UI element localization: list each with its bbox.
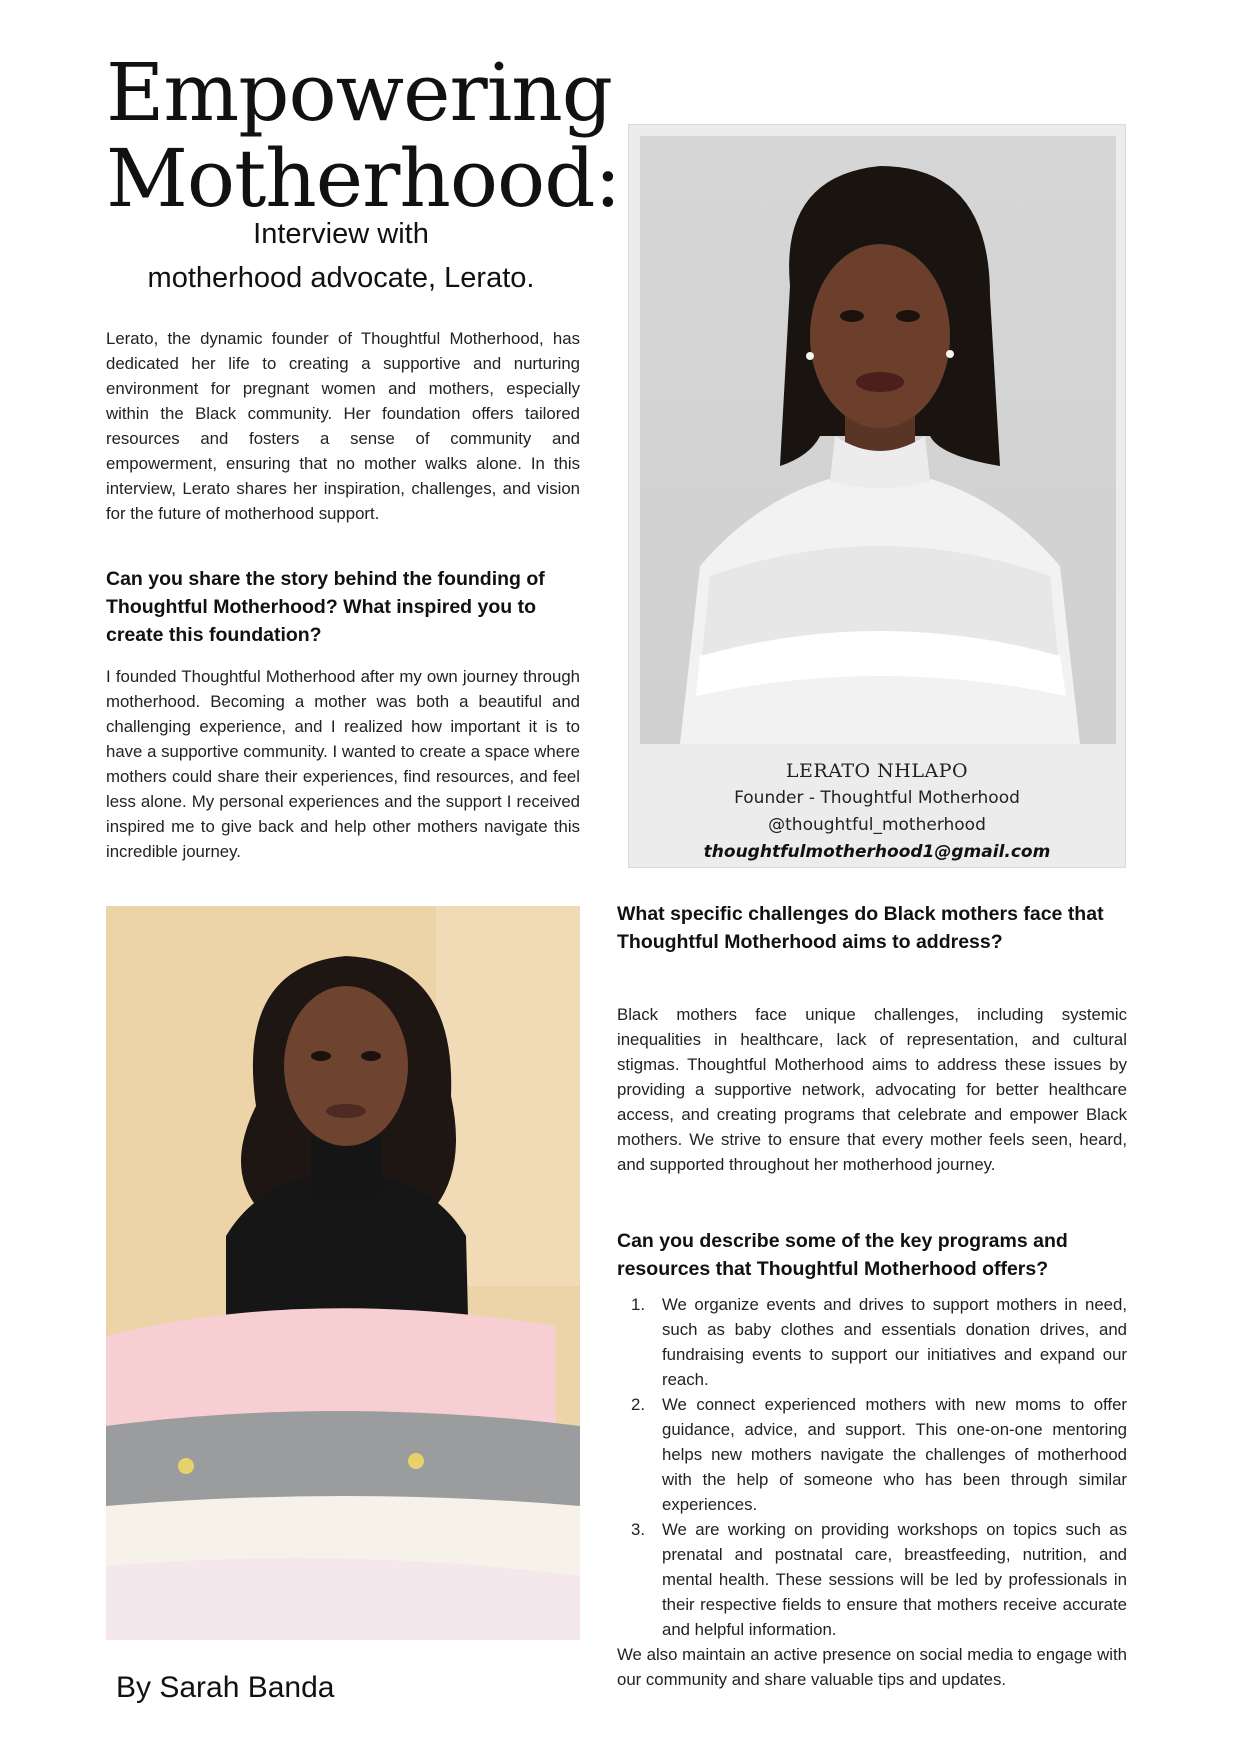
subtitle-line-1: Interview with [253, 218, 429, 250]
question-founding: Can you share the story behind the founding of Thoughtful Motherhood? What inspired you to create this foundation? [106, 568, 545, 646]
profile-role: Founder - Thoughtful Motherhood [734, 788, 1020, 808]
profile-card [628, 124, 1126, 868]
question-challenges: What specific challenges do Black mothers face that Thoughtful Motherhood aims to address? [617, 903, 1104, 953]
programs-list [617, 1292, 1127, 1642]
article-subtitle [106, 212, 576, 300]
subtitle-line-2: motherhood advocate, Lerato. [147, 262, 535, 294]
founder-photo [106, 906, 580, 1640]
list-item-number: 1. [631, 1295, 645, 1314]
list-item-text: We connect experienced mothers with new moms to offer guidance, advice, and support. This one-on-one mentoring helps new mothers navigate the challenges of motherhood with the help of someone who has been through similar experiences. [662, 1395, 1127, 1514]
profile-handle[interactable]: @thoughtful_motherhood [768, 815, 986, 835]
programs-closing: We also maintain an active presence on social media to engage with our community and share valuable tips and updates. [617, 1645, 1127, 1689]
article-title [106, 46, 626, 225]
question-programs: Can you describe some of the key programs and resources that Thoughtful Motherhood offers? [617, 1230, 1068, 1280]
list-item-text: We organize events and drives to support mothers in need, such as baby clothes and essentials donation drives, and fundraising events to support our initiatives and expand our reach. [662, 1295, 1127, 1389]
intro-paragraph: Lerato, the dynamic founder of Thoughtful Motherhood, has dedicated her life to creating a supportive and nurturing environment for pregnant women and mothers, especially within the Black community. Her foundation offers tailored resources and fosters a sense of community and empowerment, ensuring that no mother walks alone. In this interview, Lerato shares her inspiration, challenges, and vision for the future of motherhood support. [106, 329, 580, 523]
answer-founding: I founded Thoughtful Motherhood after my own journey through motherhood. Becoming a mother was both a beautiful and challenging experience, and I realized how important it is to have a supportive community. I wanted to create a space where mothers could share their experiences, find resources, and feel less alone. My personal experiences and the support I received inspired me to give back and help other mothers navigate this incredible journey. [106, 667, 580, 861]
answer-challenges: Black mothers face unique challenges, including systemic inequalities in healthcare, lack of representation, and cultural stigmas. Thoughtful Motherhood aims to address these issues by providing a supportive network, advocating for better healthcare access, and creating programs that celebrate and empower Black mothers. We strive to ensure that every mother feels seen, heard, and supported throughout her motherhood journey. [617, 1005, 1127, 1174]
list-item-text: We are working on providing workshops on topics such as prenatal and postnatal care, breastfeeding, nutrition, and mental health. These sessions will be led by professionals in their respective fields to ensure that mothers receive accurate and helpful information. [662, 1520, 1127, 1639]
profile-caption [629, 757, 1125, 866]
title-line-2: Motherhood: [106, 132, 621, 225]
portrait-illustration [640, 136, 1116, 744]
portrait-photo [640, 136, 1116, 744]
list-item-number: 3. [631, 1520, 645, 1539]
title-line-1: Empowering [106, 46, 613, 139]
list-item [631, 1392, 1127, 1517]
list-item [631, 1292, 1127, 1392]
list-item-number: 2. [631, 1395, 645, 1414]
profile-email[interactable]: thoughtfulmotherhood1@gmail.com [703, 842, 1051, 862]
list-item [631, 1517, 1127, 1642]
byline: By Sarah Banda [116, 1671, 335, 1704]
founder-illustration [106, 906, 580, 1640]
programs-section [617, 1292, 1127, 1692]
profile-name: LERATO NHLAPO [785, 760, 969, 782]
